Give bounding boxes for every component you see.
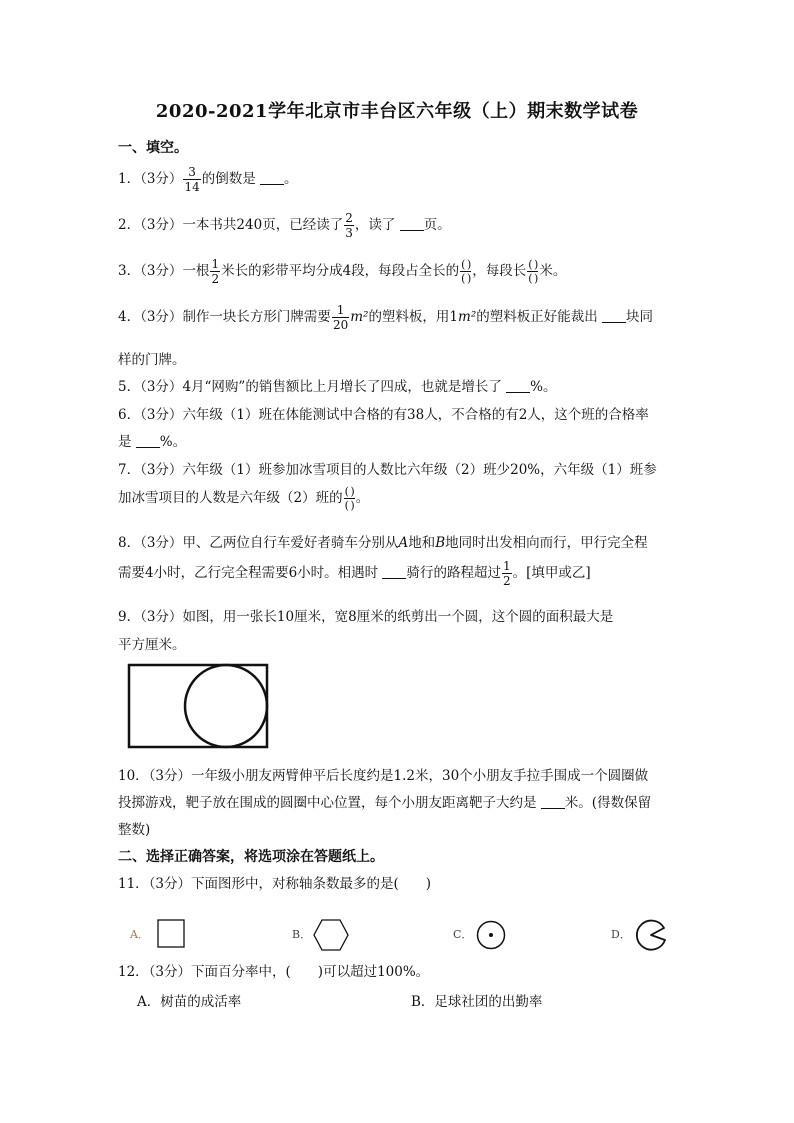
q3-answer-fraction-1[interactable]: $\frac{( )}{( )}$ [461, 258, 471, 285]
question-1 [118, 166, 298, 193]
q1-fraction: $\frac{3}{14}$ [184, 165, 200, 194]
q11-option-c[interactable]: C． [453, 928, 473, 941]
q2-text: 一本书共240页，已经读了 [182, 217, 344, 233]
question-4: 4．（3分）制作一块长方形门牌需要 $\frac{1}{20}$ m²的塑料板，用1m²的塑料板正好能裁出 块同 [118, 303, 654, 332]
q1-text: 的倒数是 [201, 171, 256, 187]
cut-circle [185, 665, 267, 747]
question-9: 9．（3分）如图，用一张长10厘米，宽8厘米的纸剪出一个圆，这个圆的面积最大是 [118, 609, 614, 625]
q11-option-a[interactable]: A． [130, 928, 149, 941]
q11-option-b[interactable]: B． [292, 928, 312, 941]
q1-answer-blank[interactable] [260, 172, 284, 185]
question-10: 10．（3分）一年级小朋友两臂伸平后长度约是1.2米，30个小朋友手拉手围成一个圆圈做 [118, 768, 649, 784]
sector-shape-icon [634, 918, 668, 952]
q3-answer-fraction-2[interactable]: $\frac{( )}{( )}$ [528, 258, 538, 285]
q2-fraction: $\frac{2}{3}$ [345, 211, 353, 240]
q12-option-a[interactable]: A．树苗的成活率 [137, 994, 242, 1010]
question-8-line-2: 需要4小时，乙行完全程需要6小时。相遇时 骑行的路程超过 $\frac{1}{2}$ 。[填甲或乙] [118, 559, 591, 588]
question-12: 12．（3分）下面百分率中，( )可以超过100%。 [118, 964, 430, 980]
circle-with-center-icon [476, 920, 506, 950]
question-6-line-2: 是 %。 [118, 434, 187, 450]
q3-fraction: $\frac{1}{2}$ [211, 257, 220, 286]
q1-number: 1． [118, 171, 141, 187]
q4-fraction: $\frac{1}{20}$ [332, 303, 349, 332]
question-10-line-2: 投掷游戏，靶子放在围成的圆圈中心位置，每个小朋友距离靶子大约是 米。(得数保留 [118, 795, 652, 811]
question-9-line-2: 平方厘米。 [118, 637, 186, 653]
q2-answer-blank[interactable] [400, 218, 424, 231]
page-title: 2020-2021学年北京市丰台区六年级（上）期末数学试卷 [155, 101, 639, 122]
question-6: 6．（3分）六年级（1）班在体能测试中合格的有38人，不合格的有2人，这个班的合格率 [118, 407, 649, 423]
question-10-line-3: 整数) [118, 822, 151, 838]
section-heading-choice: 二、选择正确答案，将选项涂在答题纸上。 [118, 849, 384, 865]
q10-answer-blank[interactable] [541, 796, 565, 809]
q12-option-b[interactable]: B．足球社团的出勤率 [411, 994, 543, 1010]
q6-answer-blank[interactable] [136, 435, 160, 448]
question-7: 7．（3分）六年级（1）班参加冰雪项目的人数比六年级（2）班少20%，六年级（1）班参 [118, 462, 657, 478]
q11-option-d[interactable]: D． [611, 928, 631, 941]
question-4-line-2: 样的门牌。 [118, 352, 186, 368]
section-heading-fill: 一、填空。 [118, 140, 188, 156]
q1-score: （3分） [140, 171, 183, 187]
q4-answer-blank[interactable] [602, 310, 626, 323]
q1-end: 。 [284, 171, 298, 187]
q8-fraction: $\frac{1}{2}$ [502, 559, 511, 588]
question-11: 11．（3分）下面图形中，对称轴条数最多的是( ) [118, 876, 432, 892]
hexagon-shape-icon [313, 919, 349, 951]
question-3: 3．（3分）一根 $\frac{1}{2}$ 米长的彩带平均分成4段，每段占全长的 $\frac{( )}{( )}$ ，每段长 $\frac{( )}{( )}$ 米。 [118, 257, 567, 286]
square-shape-icon [157, 919, 185, 949]
q7-answer-fraction[interactable]: $\frac{( )}{( )}$ [344, 485, 354, 512]
question-2: 2．（3分）一本书共240页，已经读了 $\frac{2}{3}$ ，读了 页。 [118, 211, 451, 240]
q8-answer-blank[interactable] [382, 566, 406, 579]
question-7-line-2: 加冰雪项目的人数是六年级（2）班的 $\frac{( )}{( )}$ 。 [118, 485, 370, 512]
question-8: 8．（3分）甲、乙两位自行车爱好者骑车分别从A地和B地同时出发相向而行，甲行完全程 [118, 535, 648, 551]
q5-answer-blank[interactable] [506, 380, 530, 393]
rectangle-circle-figure [126, 660, 272, 750]
question-5: 5．（3分）4月“网购”的销售额比上月增长了四成，也就是增长了 %。 [118, 379, 557, 395]
